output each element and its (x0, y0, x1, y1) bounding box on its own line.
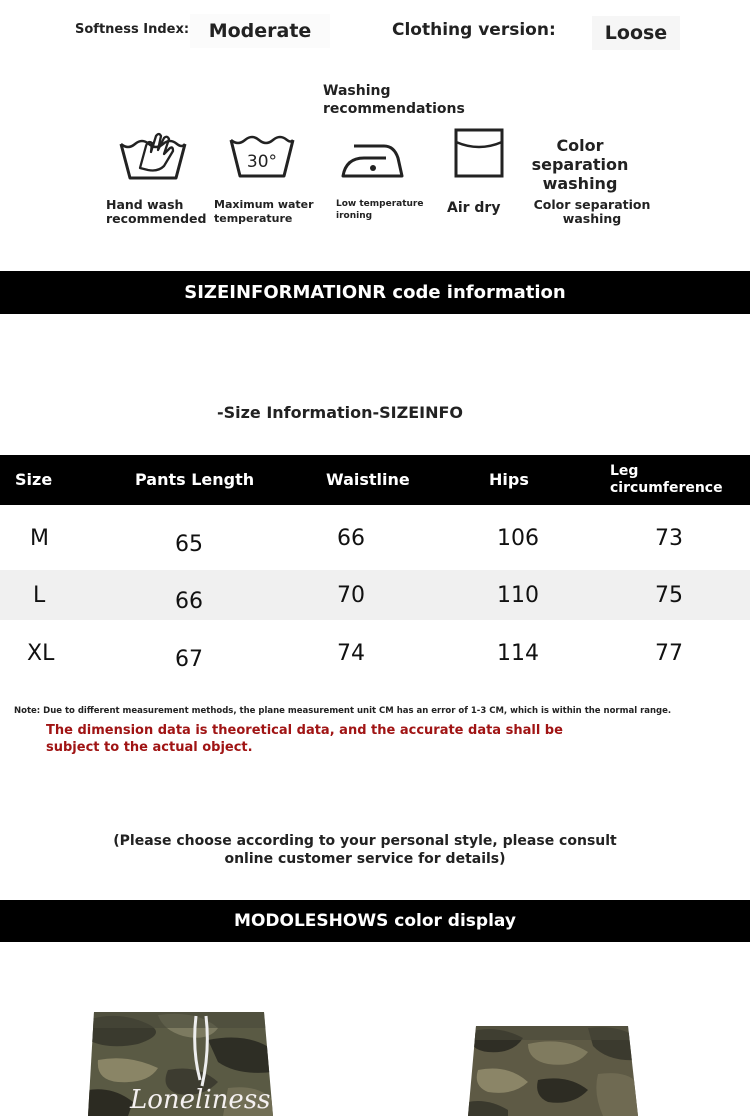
cell-size: XL (27, 641, 55, 666)
cell-hips: 114 (497, 641, 539, 666)
cell-size: L (33, 583, 46, 608)
cell-hips: 106 (497, 526, 539, 551)
cell-waistline: 74 (337, 641, 365, 666)
cell-leg-circumference: 73 (655, 526, 683, 551)
choose-advice: (Please choose according to your personal style, please consult online customer service for details) (113, 833, 617, 867)
cell-pants-length: 65 (175, 532, 203, 557)
header-leg-circumference: Leg circumference (610, 463, 723, 496)
header-size: Size (15, 470, 53, 489)
product-image-right (468, 1024, 638, 1116)
hand-wash-caption: Hand wash recommended (106, 197, 207, 226)
air-dry-icon (454, 128, 504, 178)
size-information-banner: SIZEINFORMATIONR code information (0, 271, 750, 314)
air-dry-caption: Air dry (447, 200, 501, 216)
header-waistline: Waistline (326, 470, 410, 489)
max-water-temp-icon-text: 30° (246, 152, 278, 172)
table-row (0, 570, 750, 620)
size-information-subtitle: -Size Information-SIZEINFO (216, 403, 464, 422)
clothing-version-value: Loose (592, 16, 680, 50)
cell-pants-length: 67 (175, 647, 203, 672)
cell-hips: 110 (497, 583, 539, 608)
cell-waistline: 70 (337, 583, 365, 608)
low-temp-iron-caption: Low temperature ironing (336, 199, 424, 221)
softness-label: Softness Index: (75, 22, 190, 37)
washing-title: Washing recommendations (323, 83, 465, 117)
header-hips: Hips (489, 470, 529, 489)
size-table-header (0, 455, 750, 505)
max-water-temp-caption: Maximum water temperature (214, 198, 314, 225)
color-separation-icon: Color separation washing (531, 136, 629, 193)
cell-pants-length: 66 (175, 589, 203, 614)
dimension-disclaimer: The dimension data is theoretical data, and the accurate data shall be subject to the actual object. (46, 723, 563, 755)
product-lettering: Loneliness (130, 1085, 271, 1115)
softness-value: Moderate (190, 14, 330, 48)
hand-wash-icon (118, 124, 188, 182)
table-row (0, 510, 750, 567)
attribute-row (0, 0, 750, 60)
header-pants-length: Pants Length (135, 470, 255, 489)
table-row (0, 625, 750, 682)
product-image-left (88, 1010, 273, 1116)
cell-leg-circumference: 75 (655, 583, 683, 608)
low-temp-iron-icon (340, 136, 404, 180)
cell-waistline: 66 (337, 526, 365, 551)
measurement-note: Note: Due to different measurement methods, the plane measurement unit CM has an error of 1-3 CM, which is within the normal range. (14, 706, 672, 716)
cell-size: M (30, 526, 49, 551)
model-show-banner: MODOLESHOWS color display (0, 900, 750, 942)
cell-leg-circumference: 77 (655, 641, 683, 666)
clothing-version-label: Clothing version: (392, 20, 556, 40)
color-separation-caption: Color separation washing (533, 197, 651, 226)
max-water-temp-icon (228, 134, 296, 178)
